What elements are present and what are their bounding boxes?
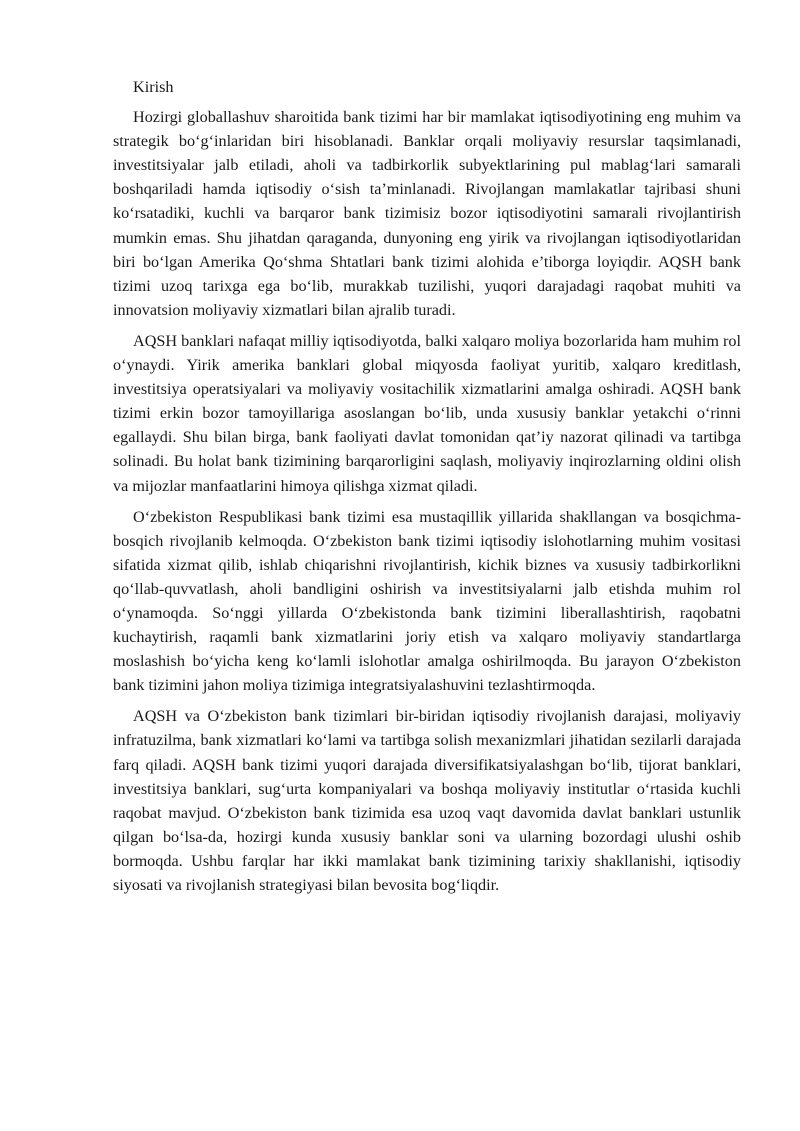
- document-body: [113, 75, 741, 904]
- paragraph-2: AQSH banklari nafaqat milliy iqtisodiyotda, balki xalqaro moliya bozorlarida ham muhim rol o‘ynaydi. Yirik amerika banklari global miqyosda faoliyat yuritib, xalqaro kreditlash, investitsiya operatsiyalari va moliyaviy vositachilik xizmatlarini amalga oshiradi. AQSH bank tizimi erkin bozor tamoyillariga asoslangan bo‘lib, unda xususiy banklar yetakchi o‘rinni egallaydi. Shu bilan birga, bank faoliyati davlat tomonidan qat’iy nazorat qilinadi va tartibga solinadi. Bu holat bank tizimining barqarorligini saqlash, moliyaviy inqirozlarning oldini olish va mijozlar manfaatlarini himoya qilishga xizmat qiladi.: [113, 331, 741, 495]
- paragraph-3: O‘zbekiston Respublikasi bank tizimi esa mustaqillik yillarida shakllangan va bosqichma-bosqich rivojlanib kelmoqda. O‘zbekiston bank tizimi iqtisodiy islohotlarning muhim vositasi sifatida xizmat qilib, ishlab chiqarishni rivojlantirish, kichik biznes va xususiy tadbirkorlikni qo‘llab-quvvatlash, aholi bandligini oshirish va investitsiyalarni jalb etishda muhim rol o‘ynamoqda. So‘nggi yillarda O‘zbekistonda bank tizimini liberallashtirish, raqobatni kuchaytirish, raqamli bank xizmatlarini joriy etish va xalqaro moliyaviy standartlarga moslashish bo‘yicha keng ko‘lamli islohotlar amalga oshirilmoqda. Bu jarayon O‘zbekiston bank tizimini jahon moliya tizimiga integratsiyalashuvini tezlashtirmoqda.: [113, 507, 741, 695]
- paragraph-4: AQSH va O‘zbekiston bank tizimlari bir-biridan iqtisodiy rivojlanish darajasi, moliyaviy infratuzilma, bank xizmatlari ko‘lami va tartibga solish mexanizmlari jihatidan sezilarli darajada farq qiladi. AQSH bank tizimi yuqori darajada diversifikatsiyalashgan bo‘lib, tijorat banklari, investitsiya banklari, sug‘urta kompaniyalari va boshqa moliyaviy institutlar o‘rtasida kuchli raqobat mavjud. O‘zbekiston bank tizimida esa uzoq vaqt davomida davlat banklari ustunlik qilgan bo‘lsa-da, hozirgi kunda xususiy banklar soni va ularning bozordagi ulushi oshib bormoqda. Ushbu farqlar har ikki mamlakat bank tizimining tarixiy shakllanishi, iqtisodiy siyosati va rivojlanish strategiyasi bilan bevosita bog‘liqdir.: [113, 707, 741, 894]
- paragraph-1: Hozirgi globallashuv sharoitida bank tizimi har bir mamlakat iqtisodiyotining eng muhim va strategik bo‘g‘inlaridan biri hisoblanadi. Banklar orqali moliyaviy resurslar taqsimlanadi, investitsiyalar jalb etiladi, aholi va tadbirkorlik subyektlarining pul mablag‘lari samarali boshqariladi hamda iqtisodiy o‘sish ta’minlanadi. Rivojlangan mamlakatlar tajribasi shuni ko‘rsatadiki, kuchli va barqaror bank tizimisiz bozor iqtisodiyotini samarali rivojlantirish mumkin emas. Shu jihatdan qaraganda, dunyoning eng yirik va rivojlangan iqtisodiyotlaridan biri bo‘lgan Amerika Qo‘shma Shtatlari bank tizimi alohida e’tiborga loyiqdir. AQSH bank tizimi uzoq tarixga ega bo‘lib, murakkab tuzilishi, yuqori darajadagi raqobat muhiti va innovatsion moliyaviy xizmatlari bilan ajralib turadi.: [113, 108, 741, 319]
- section-heading: Kirish: [133, 78, 174, 96]
